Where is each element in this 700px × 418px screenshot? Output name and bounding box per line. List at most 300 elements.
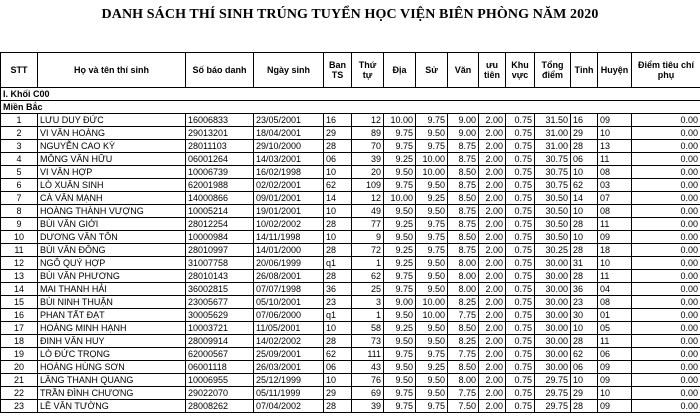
cell-tinh: 36 <box>571 283 598 296</box>
table-row <box>1 296 700 309</box>
cell-ban-ts: 06 <box>324 361 352 374</box>
cell-van: 8.00 <box>448 257 479 270</box>
header-khu-vuc: Khu vực <box>506 53 535 88</box>
cell-khu-vuc: 0.75 <box>506 127 535 140</box>
cell-su: 9.75 <box>416 140 448 153</box>
cell-thu-tu: 72 <box>352 244 384 257</box>
cell-uu-tien: 2.00 <box>479 127 506 140</box>
cell-huyen: 11 <box>598 218 632 231</box>
cell-dia: 9.50 <box>384 166 416 179</box>
cell-dob: 14/02/2002 <box>254 335 324 348</box>
cell-stt: 20 <box>1 361 38 374</box>
cell-huyen: 05 <box>598 322 632 335</box>
cell-diem-phu: 0.00 <box>632 114 700 127</box>
cell-tong-diem: 29.75 <box>535 400 571 413</box>
cell-tong-diem: 30.75 <box>535 153 571 166</box>
header-tinh: Tỉnh <box>571 53 598 88</box>
cell-van: 8.00 <box>448 283 479 296</box>
table-row <box>1 166 700 179</box>
cell-uu-tien: 2.00 <box>479 374 506 387</box>
cell-dob: 14/11/1998 <box>254 231 324 244</box>
cell-tong-diem: 30.00 <box>535 296 571 309</box>
cell-ban-ts: 28 <box>324 400 352 413</box>
cell-sbd: 29013201 <box>186 127 254 140</box>
cell-stt: 9 <box>1 218 38 231</box>
cell-diem-phu: 0.00 <box>632 205 700 218</box>
cell-tinh: 10 <box>571 374 598 387</box>
header-ban-ts: Ban TS <box>324 53 352 88</box>
cell-sbd: 29022070 <box>186 387 254 400</box>
cell-van: 8.50 <box>448 166 479 179</box>
cell-dob: 29/10/2000 <box>254 140 324 153</box>
cell-khu-vuc: 0.75 <box>506 166 535 179</box>
cell-ban-ts: 28 <box>324 270 352 283</box>
table-row <box>1 140 700 153</box>
cell-diem-phu: 0.00 <box>632 192 700 205</box>
cell-van: 7.75 <box>448 348 479 361</box>
cell-ban-ts: 28 <box>324 244 352 257</box>
cell-thu-tu: 3 <box>352 296 384 309</box>
table-row <box>1 400 700 413</box>
cell-dob: 05/11/1999 <box>254 387 324 400</box>
cell-name: HOÀNG HÙNG SƠN <box>38 361 186 374</box>
cell-huyen: 08 <box>598 296 632 309</box>
cell-uu-tien: 2.00 <box>479 153 506 166</box>
cell-tong-diem: 30.00 <box>535 309 571 322</box>
cell-uu-tien: 2.00 <box>479 270 506 283</box>
cell-stt: 13 <box>1 270 38 283</box>
cell-ban-ts: 28 <box>324 335 352 348</box>
table-row <box>1 270 700 283</box>
cell-thu-tu: 20 <box>352 166 384 179</box>
section-row-region <box>1 101 700 114</box>
cell-dob: 19/01/2001 <box>254 205 324 218</box>
cell-tong-diem: 30.50 <box>535 205 571 218</box>
cell-diem-phu: 0.00 <box>632 231 700 244</box>
cell-name: ĐINH VĂN HUY <box>38 335 186 348</box>
table-body <box>1 88 700 413</box>
cell-stt: 22 <box>1 387 38 400</box>
cell-name: MÔNG VĂN HỮU <box>38 153 186 166</box>
cell-name: BÙI VĂN ĐÔNG <box>38 244 186 257</box>
cell-tong-diem: 30.00 <box>535 270 571 283</box>
cell-dob: 07/07/1998 <box>254 283 324 296</box>
cell-stt: 19 <box>1 348 38 361</box>
cell-tong-diem: 31.50 <box>535 114 571 127</box>
cell-sbd: 16006833 <box>186 114 254 127</box>
cell-uu-tien: 2.00 <box>479 114 506 127</box>
header-uu-tien: ưu tiên <box>479 53 506 88</box>
cell-huyen: 08 <box>598 205 632 218</box>
cell-ban-ts: 10 <box>324 322 352 335</box>
cell-khu-vuc: 0.75 <box>506 257 535 270</box>
cell-name: NGUYỄN CAO KỲ <box>38 140 186 153</box>
cell-dia: 9.50 <box>384 231 416 244</box>
cell-huyen: 11 <box>598 270 632 283</box>
cell-thu-tu: 73 <box>352 335 384 348</box>
cell-diem-phu: 0.00 <box>632 153 700 166</box>
cell-thu-tu: 69 <box>352 387 384 400</box>
cell-name: CÀ VĂN MẠNH <box>38 192 186 205</box>
cell-thu-tu: 1 <box>352 257 384 270</box>
cell-ban-ts: 29 <box>324 387 352 400</box>
cell-diem-phu: 0.00 <box>632 322 700 335</box>
cell-van: 8.50 <box>448 361 479 374</box>
cell-sbd: 30005629 <box>186 309 254 322</box>
cell-stt: 1 <box>1 114 38 127</box>
cell-diem-phu: 0.00 <box>632 296 700 309</box>
cell-su: 9.50 <box>416 205 448 218</box>
cell-tinh: 62 <box>571 179 598 192</box>
cell-sbd: 10006739 <box>186 166 254 179</box>
cell-stt: 3 <box>1 140 38 153</box>
header-huyen: Huyện <box>598 53 632 88</box>
cell-dia: 9.75 <box>384 127 416 140</box>
cell-ban-ts: q1 <box>324 257 352 270</box>
cell-ban-ts: 06 <box>324 153 352 166</box>
cell-ban-ts: 23 <box>324 296 352 309</box>
table-row <box>1 192 700 205</box>
cell-uu-tien: 2.00 <box>479 309 506 322</box>
cell-tinh: 10 <box>571 322 598 335</box>
admission-sheet <box>0 52 700 413</box>
cell-uu-tien: 2.00 <box>479 140 506 153</box>
cell-sbd: 10000984 <box>186 231 254 244</box>
cell-khu-vuc: 0.75 <box>506 270 535 283</box>
cell-khu-vuc: 0.75 <box>506 114 535 127</box>
cell-dia: 10.00 <box>384 114 416 127</box>
cell-van: 7.50 <box>448 400 479 413</box>
cell-uu-tien: 2.00 <box>479 218 506 231</box>
cell-name: LÒ ĐỨC TRỌNG <box>38 348 186 361</box>
cell-huyen: 11 <box>598 153 632 166</box>
cell-van: 8.25 <box>448 296 479 309</box>
cell-huyen: 01 <box>598 309 632 322</box>
cell-stt: 15 <box>1 296 38 309</box>
cell-uu-tien: 2.00 <box>479 192 506 205</box>
cell-huyen: 10 <box>598 127 632 140</box>
cell-su: 9.50 <box>416 322 448 335</box>
cell-khu-vuc: 0.75 <box>506 244 535 257</box>
cell-uu-tien: 2.00 <box>479 387 506 400</box>
cell-dia: 9.25 <box>384 322 416 335</box>
cell-dob: 18/04/2001 <box>254 127 324 140</box>
cell-sbd: 62000567 <box>186 348 254 361</box>
cell-van: 9.00 <box>448 114 479 127</box>
cell-van: 8.50 <box>448 192 479 205</box>
cell-van: 8.25 <box>448 335 479 348</box>
cell-khu-vuc: 0.75 <box>506 374 535 387</box>
cell-tinh: 28 <box>571 400 598 413</box>
cell-dob: 23/05/2001 <box>254 114 324 127</box>
cell-khu-vuc: 0.75 <box>506 387 535 400</box>
cell-thu-tu: 12 <box>352 192 384 205</box>
cell-ban-ts: 16 <box>324 114 352 127</box>
cell-su: 9.50 <box>416 283 448 296</box>
cell-su: 9.75 <box>416 400 448 413</box>
cell-stt: 11 <box>1 244 38 257</box>
cell-huyen: 09 <box>598 400 632 413</box>
cell-huyen: 07 <box>598 192 632 205</box>
cell-name: DƯƠNG VĂN TÔN <box>38 231 186 244</box>
cell-tinh: 16 <box>571 114 598 127</box>
cell-ban-ts: 10 <box>324 374 352 387</box>
cell-tinh: 10 <box>571 205 598 218</box>
cell-thu-tu: 89 <box>352 127 384 140</box>
table-row <box>1 322 700 335</box>
cell-dia: 9.75 <box>384 400 416 413</box>
cell-stt: 17 <box>1 322 38 335</box>
cell-diem-phu: 0.00 <box>632 400 700 413</box>
cell-huyen: 09 <box>598 231 632 244</box>
cell-thu-tu: 43 <box>352 361 384 374</box>
cell-name: NGÔ QUÝ HỢP <box>38 257 186 270</box>
cell-dob: 05/10/2001 <box>254 296 324 309</box>
cell-dob: 14/03/2001 <box>254 153 324 166</box>
cell-thu-tu: 111 <box>352 348 384 361</box>
page-title: DANH SÁCH THÍ SINH TRÚNG TUYỂN HỌC VIỆN BIÊN PHÒNG NĂM 2020 <box>101 7 599 22</box>
cell-dia: 9.75 <box>384 140 416 153</box>
cell-tong-diem: 30.50 <box>535 231 571 244</box>
cell-tong-diem: 30.25 <box>535 244 571 257</box>
cell-sbd: 28011103 <box>186 140 254 153</box>
cell-uu-tien: 2.00 <box>479 296 506 309</box>
cell-diem-phu: 0.00 <box>632 218 700 231</box>
cell-sbd: 10006955 <box>186 374 254 387</box>
cell-tinh: 10 <box>571 166 598 179</box>
cell-ban-ts: 62 <box>324 348 352 361</box>
cell-su: 9.75 <box>416 218 448 231</box>
cell-tinh: 23 <box>571 296 598 309</box>
cell-su: 9.50 <box>416 127 448 140</box>
cell-stt: 4 <box>1 153 38 166</box>
header-diem-phu: Điểm tiêu chí phụ <box>632 53 700 88</box>
cell-thu-tu: 76 <box>352 374 384 387</box>
cell-thu-tu: 9 <box>352 231 384 244</box>
section-region-label: Miền Bắc <box>1 101 700 114</box>
table-row <box>1 387 700 400</box>
cell-thu-tu: 39 <box>352 153 384 166</box>
cell-sbd: 06001264 <box>186 153 254 166</box>
cell-stt: 21 <box>1 374 38 387</box>
cell-name: PHAN TẤT ĐẠT <box>38 309 186 322</box>
cell-sbd: 06001118 <box>186 361 254 374</box>
cell-tinh: 10 <box>571 231 598 244</box>
cell-name: LÊ VĂN TƯỜNG <box>38 400 186 413</box>
candidate-table <box>0 52 700 413</box>
cell-tinh: 29 <box>571 387 598 400</box>
cell-sbd: 36002815 <box>186 283 254 296</box>
cell-dob: 07/06/2000 <box>254 309 324 322</box>
cell-tinh: 29 <box>571 127 598 140</box>
table-row <box>1 361 700 374</box>
cell-sbd: 28012254 <box>186 218 254 231</box>
cell-dob: 25/09/2001 <box>254 348 324 361</box>
header-dia: Địa <box>384 53 416 88</box>
table-row <box>1 218 700 231</box>
cell-tinh: 14 <box>571 192 598 205</box>
cell-dia: 9.75 <box>384 270 416 283</box>
header-dob: Ngày sinh <box>254 53 324 88</box>
cell-dia: 9.50 <box>384 309 416 322</box>
cell-thu-tu: 109 <box>352 179 384 192</box>
cell-name: HOÀNG MINH HẠNH <box>38 322 186 335</box>
cell-name: BÙI NINH THUẬN <box>38 296 186 309</box>
cell-stt: 18 <box>1 335 38 348</box>
header-tong-diem: Tổng điểm <box>535 53 571 88</box>
cell-van: 8.75 <box>448 244 479 257</box>
cell-van: 8.00 <box>448 374 479 387</box>
cell-su: 9.25 <box>416 361 448 374</box>
cell-su: 9.75 <box>416 244 448 257</box>
cell-huyen: 13 <box>598 140 632 153</box>
cell-huyen: 08 <box>598 166 632 179</box>
table-row <box>1 283 700 296</box>
cell-van: 8.00 <box>448 270 479 283</box>
cell-diem-phu: 0.00 <box>632 387 700 400</box>
cell-name: MAI THANH HẢI <box>38 283 186 296</box>
table-row <box>1 231 700 244</box>
cell-thu-tu: 70 <box>352 140 384 153</box>
cell-su: 9.50 <box>416 335 448 348</box>
cell-dia: 9.75 <box>384 348 416 361</box>
cell-khu-vuc: 0.75 <box>506 231 535 244</box>
cell-dia: 9.25 <box>384 153 416 166</box>
cell-stt: 12 <box>1 257 38 270</box>
cell-diem-phu: 0.00 <box>632 244 700 257</box>
cell-thu-tu: 62 <box>352 270 384 283</box>
cell-dia: 9.25 <box>384 218 416 231</box>
cell-stt: 14 <box>1 283 38 296</box>
cell-sbd: 28010997 <box>186 244 254 257</box>
cell-ban-ts: 10 <box>324 231 352 244</box>
cell-khu-vuc: 0.75 <box>506 283 535 296</box>
cell-stt: 7 <box>1 192 38 205</box>
cell-tong-diem: 29.75 <box>535 387 571 400</box>
cell-huyen: 10 <box>598 257 632 270</box>
cell-tong-diem: 30.00 <box>535 361 571 374</box>
cell-ban-ts: 10 <box>324 166 352 179</box>
cell-su: 9.75 <box>416 114 448 127</box>
table-row <box>1 153 700 166</box>
cell-name: HOÀNG THÀNH VƯỢNG <box>38 205 186 218</box>
cell-name: VI VĂN HỢP <box>38 166 186 179</box>
cell-su: 10.00 <box>416 153 448 166</box>
cell-sbd: 31007758 <box>186 257 254 270</box>
cell-ban-ts: 36 <box>324 283 352 296</box>
cell-khu-vuc: 0.75 <box>506 335 535 348</box>
cell-uu-tien: 2.00 <box>479 348 506 361</box>
cell-tinh: 28 <box>571 140 598 153</box>
cell-tong-diem: 29.75 <box>535 374 571 387</box>
cell-khu-vuc: 0.75 <box>506 322 535 335</box>
cell-van: 8.75 <box>448 205 479 218</box>
cell-tinh: 06 <box>571 153 598 166</box>
cell-dob: 20/06/1999 <box>254 257 324 270</box>
cell-sbd: 28010143 <box>186 270 254 283</box>
cell-huyen: 11 <box>598 335 632 348</box>
cell-khu-vuc: 0.75 <box>506 296 535 309</box>
cell-sbd: 10003721 <box>186 322 254 335</box>
cell-thu-tu: 1 <box>352 309 384 322</box>
cell-stt: 6 <box>1 179 38 192</box>
header-name: Họ và tên thí sinh <box>38 53 186 88</box>
header-stt: STT <box>1 53 38 88</box>
cell-huyen: 10 <box>598 387 632 400</box>
cell-dob: 26/03/2001 <box>254 361 324 374</box>
cell-su: 9.50 <box>416 374 448 387</box>
cell-diem-phu: 0.00 <box>632 361 700 374</box>
cell-khu-vuc: 0.75 <box>506 400 535 413</box>
cell-dia: 9.50 <box>384 361 416 374</box>
header-sbd: Số báo danh <box>186 53 254 88</box>
cell-stt: 23 <box>1 400 38 413</box>
cell-diem-phu: 0.00 <box>632 335 700 348</box>
cell-uu-tien: 2.00 <box>479 257 506 270</box>
cell-dia: 9.00 <box>384 296 416 309</box>
cell-dob: 16/02/1998 <box>254 166 324 179</box>
cell-khu-vuc: 0.75 <box>506 179 535 192</box>
table-row <box>1 127 700 140</box>
cell-name: BÙI VĂN GIỚI <box>38 218 186 231</box>
cell-ban-ts: 14 <box>324 192 352 205</box>
cell-su: 10.00 <box>416 166 448 179</box>
cell-dob: 26/08/2001 <box>254 270 324 283</box>
cell-uu-tien: 2.00 <box>479 166 506 179</box>
cell-van: 8.75 <box>448 218 479 231</box>
cell-thu-tu: 39 <box>352 400 384 413</box>
cell-name: LĂNG THANH QUANG <box>38 374 186 387</box>
cell-diem-phu: 0.00 <box>632 348 700 361</box>
table-row <box>1 309 700 322</box>
cell-tinh: 62 <box>571 348 598 361</box>
cell-tong-diem: 30.00 <box>535 335 571 348</box>
cell-dob: 25/12/1999 <box>254 374 324 387</box>
cell-uu-tien: 2.00 <box>479 179 506 192</box>
cell-stt: 8 <box>1 205 38 218</box>
cell-tong-diem: 30.00 <box>535 283 571 296</box>
cell-su: 9.50 <box>416 179 448 192</box>
cell-van: 8.75 <box>448 153 479 166</box>
cell-tinh: 30 <box>571 309 598 322</box>
table-row <box>1 114 700 127</box>
cell-diem-phu: 0.00 <box>632 140 700 153</box>
cell-uu-tien: 2.00 <box>479 335 506 348</box>
cell-ban-ts: 28 <box>324 218 352 231</box>
header-thu-tu: Thứ tự <box>352 53 384 88</box>
cell-su: 9.75 <box>416 231 448 244</box>
cell-uu-tien: 2.00 <box>479 205 506 218</box>
cell-diem-phu: 0.00 <box>632 270 700 283</box>
cell-thu-tu: 58 <box>352 322 384 335</box>
cell-dob: 10/02/2002 <box>254 218 324 231</box>
cell-tinh: 28 <box>571 218 598 231</box>
table-row <box>1 257 700 270</box>
cell-tinh: 06 <box>571 361 598 374</box>
cell-name: BÙI VĂN PHƯƠNG <box>38 270 186 283</box>
cell-huyen: 04 <box>598 283 632 296</box>
cell-sbd: 14000866 <box>186 192 254 205</box>
cell-van: 9.00 <box>448 127 479 140</box>
cell-dia: 9.50 <box>384 335 416 348</box>
table-row <box>1 205 700 218</box>
cell-sbd: 28008262 <box>186 400 254 413</box>
cell-van: 7.75 <box>448 309 479 322</box>
cell-huyen: 03 <box>598 179 632 192</box>
cell-dia: 9.75 <box>384 179 416 192</box>
cell-name: LƯU DUY ĐỨC <box>38 114 186 127</box>
cell-khu-vuc: 0.75 <box>506 309 535 322</box>
